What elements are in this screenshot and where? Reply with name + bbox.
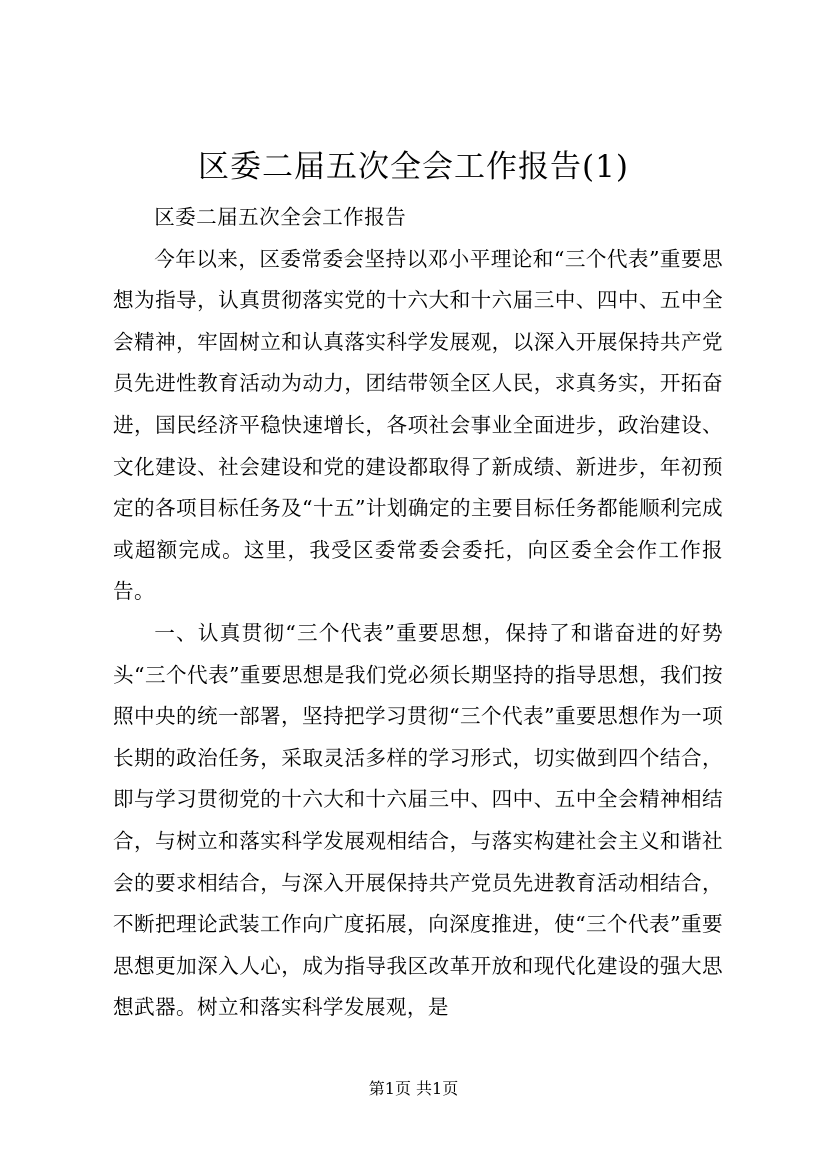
page-footer: 第1页 共1页 [368, 1079, 459, 1098]
subtitle-paragraph: 区委二届五次全会工作报告 [154, 205, 407, 229]
body-paragraph: 一、认真贯彻“三个代表”重要思想，保持了和谐奋进的好势头“三个代表”重要思想是我们党必须长期坚持的指导思想，我们按照中央的统一部署，坚持把学习贯彻“三个代表”重要思想作为一项长期的政治任务，采取灵活多样的学习形式，切实做到四个结合，即与学习贯彻党的十六大和十六届三中、四中、五中全会精神相结合，与树立和落实科学发展观相结合，与落实构建社会主义和谐社会的要求相结合，与深入开展保持共产党员先进教育活动相结合，不断把理论武装工作向广度拓展，向深度推进，使“三个代表”重要思想更加深入人心，成为指导我区改革开放和现代化建设的强大思想武器。树立和落实科学发展观，是 [113, 620, 723, 1020]
document-body [113, 197, 723, 1029]
document-title: 区委二届五次全会工作报告(1) [198, 149, 629, 185]
body-paragraph: 今年以来，区委常委会坚持以邓小平理论和“三个代表”重要思想为指导，认真贯彻落实党的十六大和十六届三中、四中、五中全会精神，牢固树立和认真落实科学发展观，以深入开展保持共产党员先进性教育活动为动力，团结带领全区人民，求真务实，开拓奋进，国民经济平稳快速增长，各项社会事业全面进步，政治建设、文化建设、社会建设和党的建设都取得了新成绩、新进步，年初预定的各项目标任务及“十五”计划确定的主要目标任务都能顺利完成或超额完成。这里，我受区委常委会委托，向区委全会作工作报告。 [113, 246, 723, 604]
